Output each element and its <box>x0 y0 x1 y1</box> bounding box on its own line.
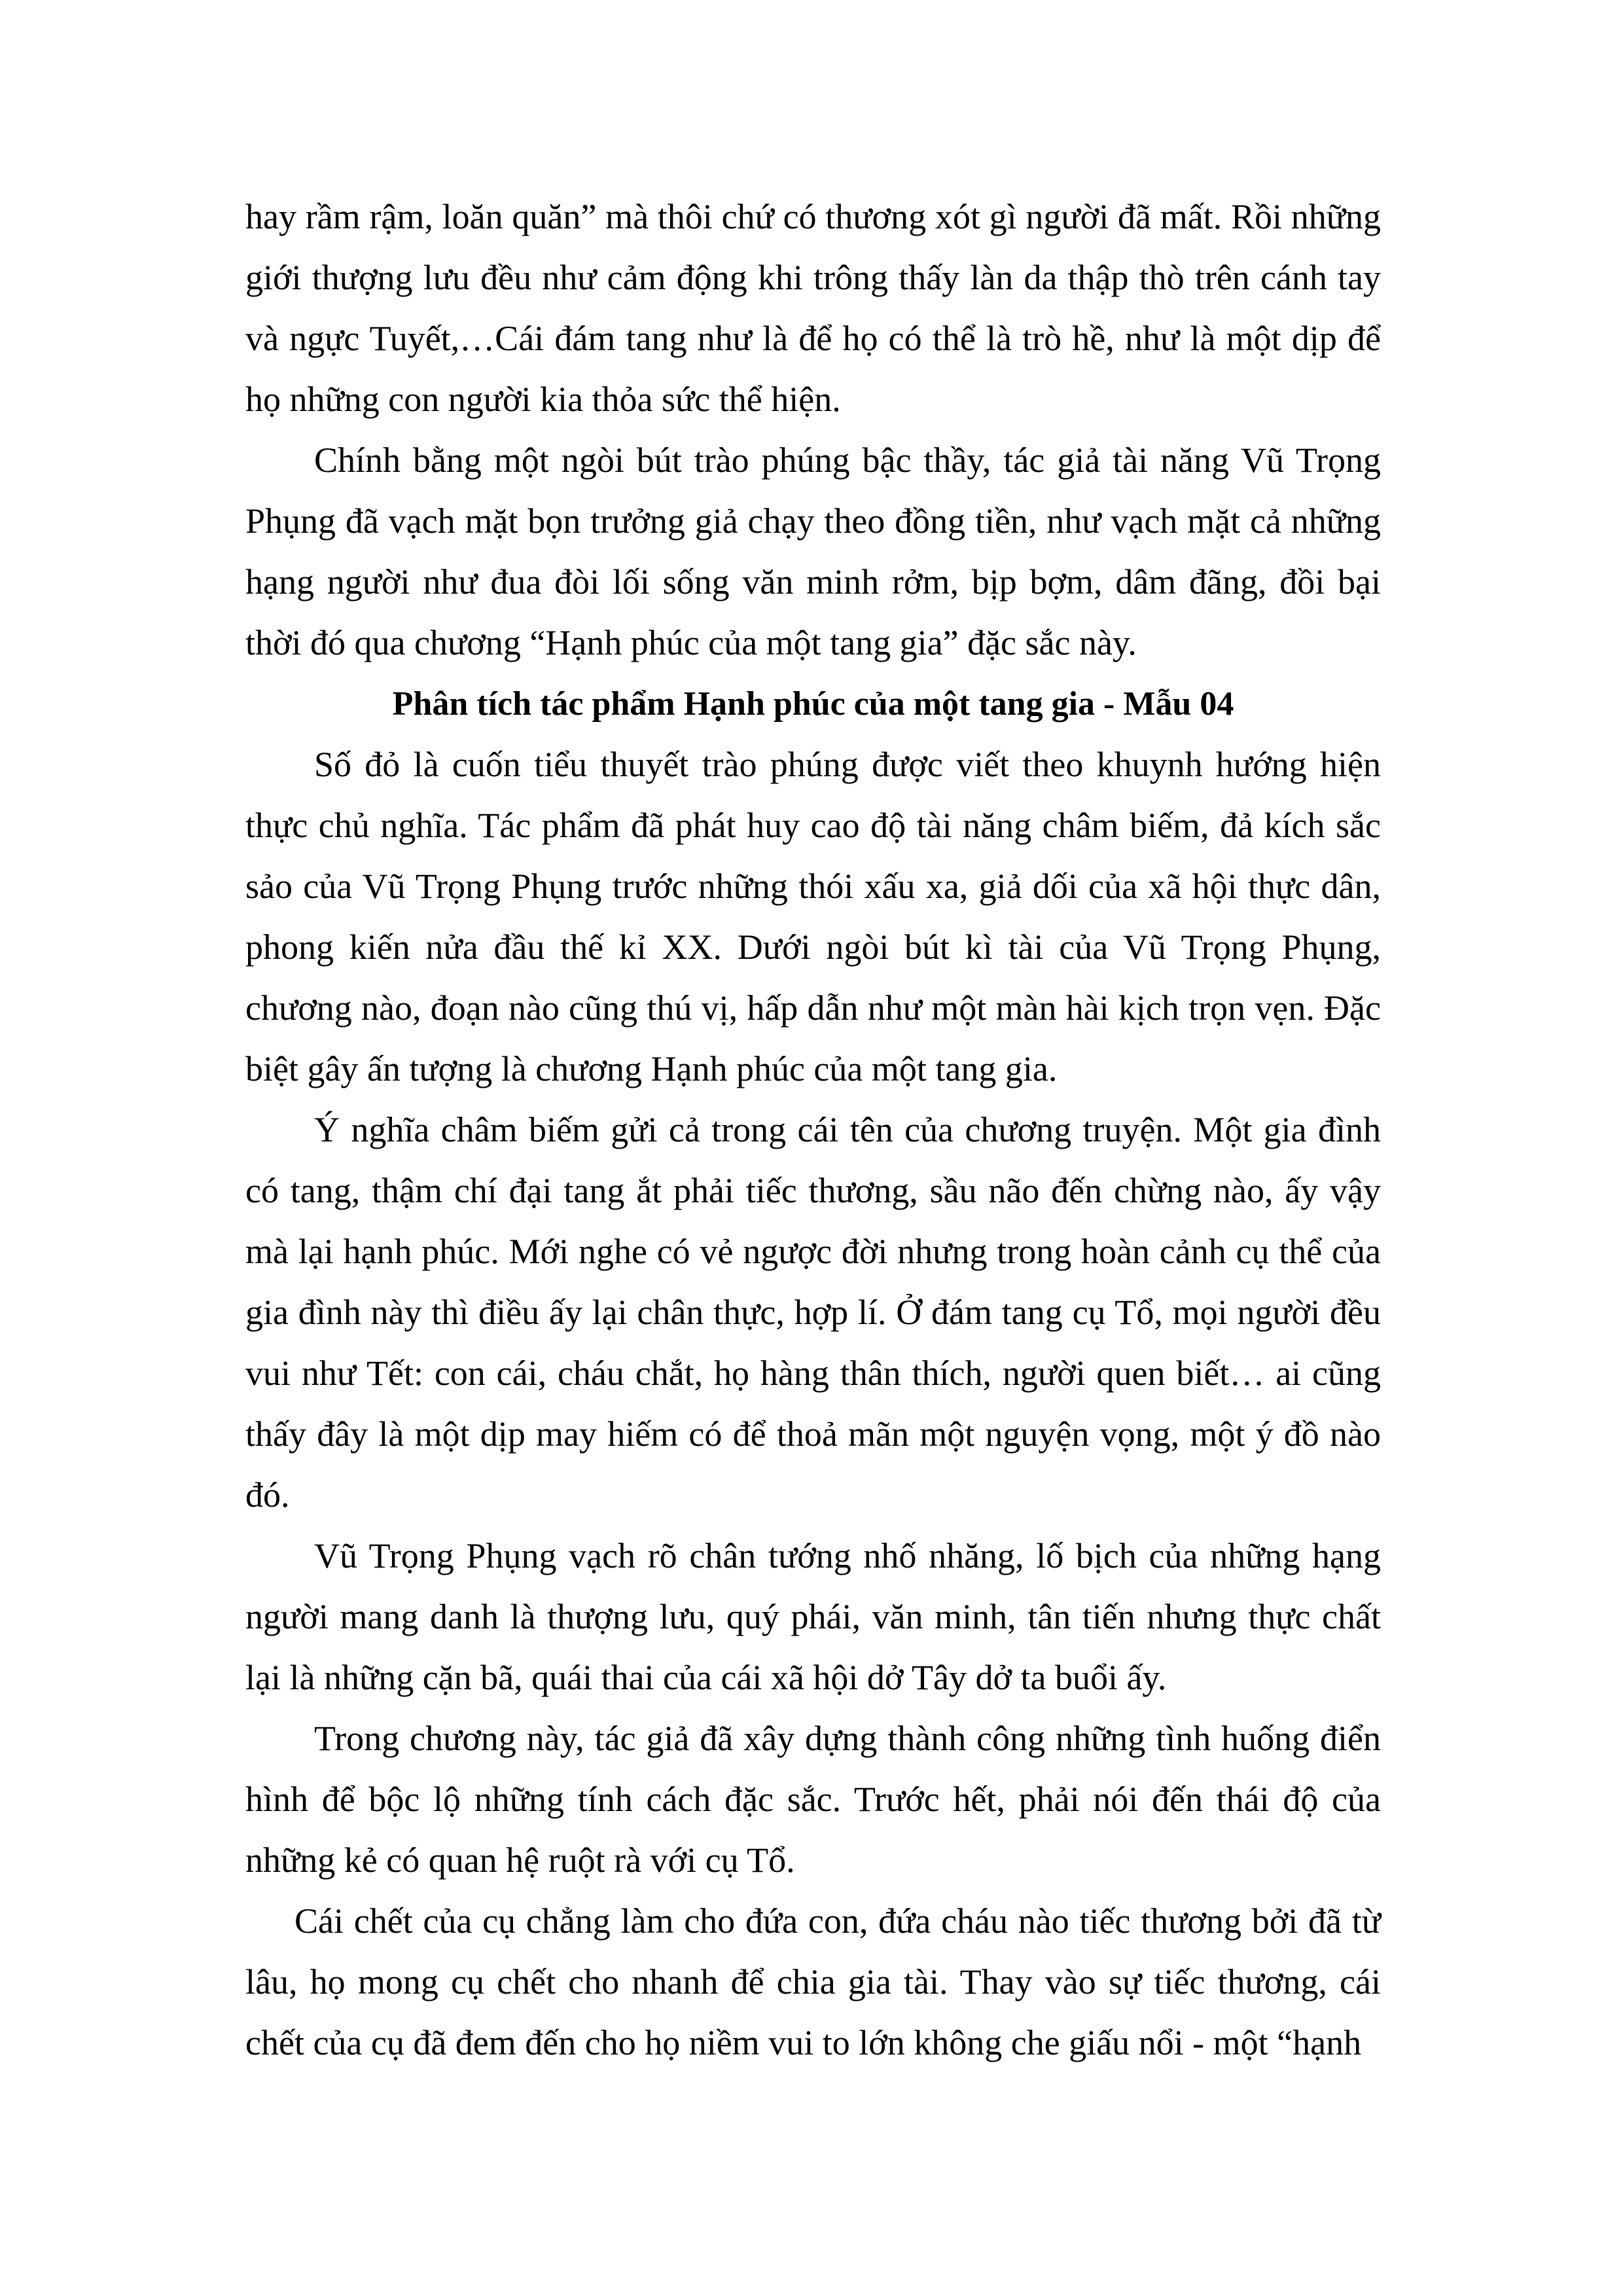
continuation-paragraph: hay rầm rậm, loăn quăn” mà thôi chứ có thương xót gì người đã mất. Rồi những giới thượng lưu đều như cảm động khi trông thấy làn da thập thò trên cánh tay và ngực Tuyết,…Cái đám tang như là để họ có thể là trò hề, như là một dịp để họ những con người kia thỏa sức thể hiện. <box>245 197 1381 419</box>
document-page <box>245 187 1381 2073</box>
body-paragraph: Ý nghĩa châm biếm gửi cả trong cái tên của chương truyện. Một gia đình có tang, thậm chí đại tang ắt phải tiếc thương, sầu não đến chừng nào, ấy vậy mà lại hạnh phúc. Mới nghe có vẻ ngược đời nhưng trong hoàn cảnh cụ thể của gia đình này thì điều ấy lại chân thực, hợp lí. Ở đám tang cụ Tổ, mọi người đều vui như Tết: con cái, cháu chắt, họ hàng thân thích, người quen biết… ai cũng thấy đây là một dịp may hiếm có để thoả mãn một nguyện vọng, một ý đồ nào đó. <box>245 1110 1381 1515</box>
body-paragraph: Số đỏ là cuốn tiểu thuyết trào phúng được viết theo khuynh hướng hiện thực chủ nghĩa. Tác phẩm đã phát huy cao độ tài năng châm biếm, đả kích sắc sảo của Vũ Trọng Phụng trước những thói xấu xa, giả dối của xã hội thực dân, phong kiến nửa đầu thế kỉ XX. Dưới ngòi bút kì tài của Vũ Trọng Phụng, chương nào, đoạn nào cũng thú vị, hấp dẫn như một màn hài kịch trọn vẹn. Đặc biệt gây ấn tượng là chương Hạnh phúc của một tang gia. <box>245 745 1381 1088</box>
body-paragraph: Cái chết của cụ chẳng làm cho đứa con, đứa cháu nào tiếc thương bởi đã từ lâu, họ mong cụ chết cho nhanh để chia gia tài. Thay vào sự tiếc thương, cái chết của cụ đã đem đến cho họ niềm vui to lớn không che giấu nổi - một “hạnh <box>245 1901 1381 2062</box>
body-paragraph: Trong chương này, tác giả đã xây dựng thành công những tình huống điển hình để bộc lộ những tính cách đặc sắc. Trước hết, phải nói đến thái độ của những kẻ có quan hệ ruột rà với cụ Tổ. <box>245 1719 1381 1880</box>
conclusion-paragraph: Chính bằng một ngòi bút trào phúng bậc thầy, tác giả tài năng Vũ Trọng Phụng đã vạch mặt bọn trưởng giả chạy theo đồng tiền, như vạch mặt cả những hạng người như đua đòi lối sống văn minh rởm, bịp bợm, dâm đãng, đồi bại thời đó qua chương “Hạnh phúc của một tang gia” đặc sắc này. <box>245 440 1381 662</box>
body-paragraph: Vũ Trọng Phụng vạch rõ chân tướng nhố nhăng, lố bịch của những hạng người mang danh là thượng lưu, quý phái, văn minh, tân tiến nhưng thực chất lại là những cặn bã, quái thai của cái xã hội dở Tây dở ta buổi ấy. <box>245 1536 1381 1697</box>
section-heading: Phân tích tác phẩm Hạnh phúc của một tang gia - Mẫu 04 <box>392 685 1234 723</box>
